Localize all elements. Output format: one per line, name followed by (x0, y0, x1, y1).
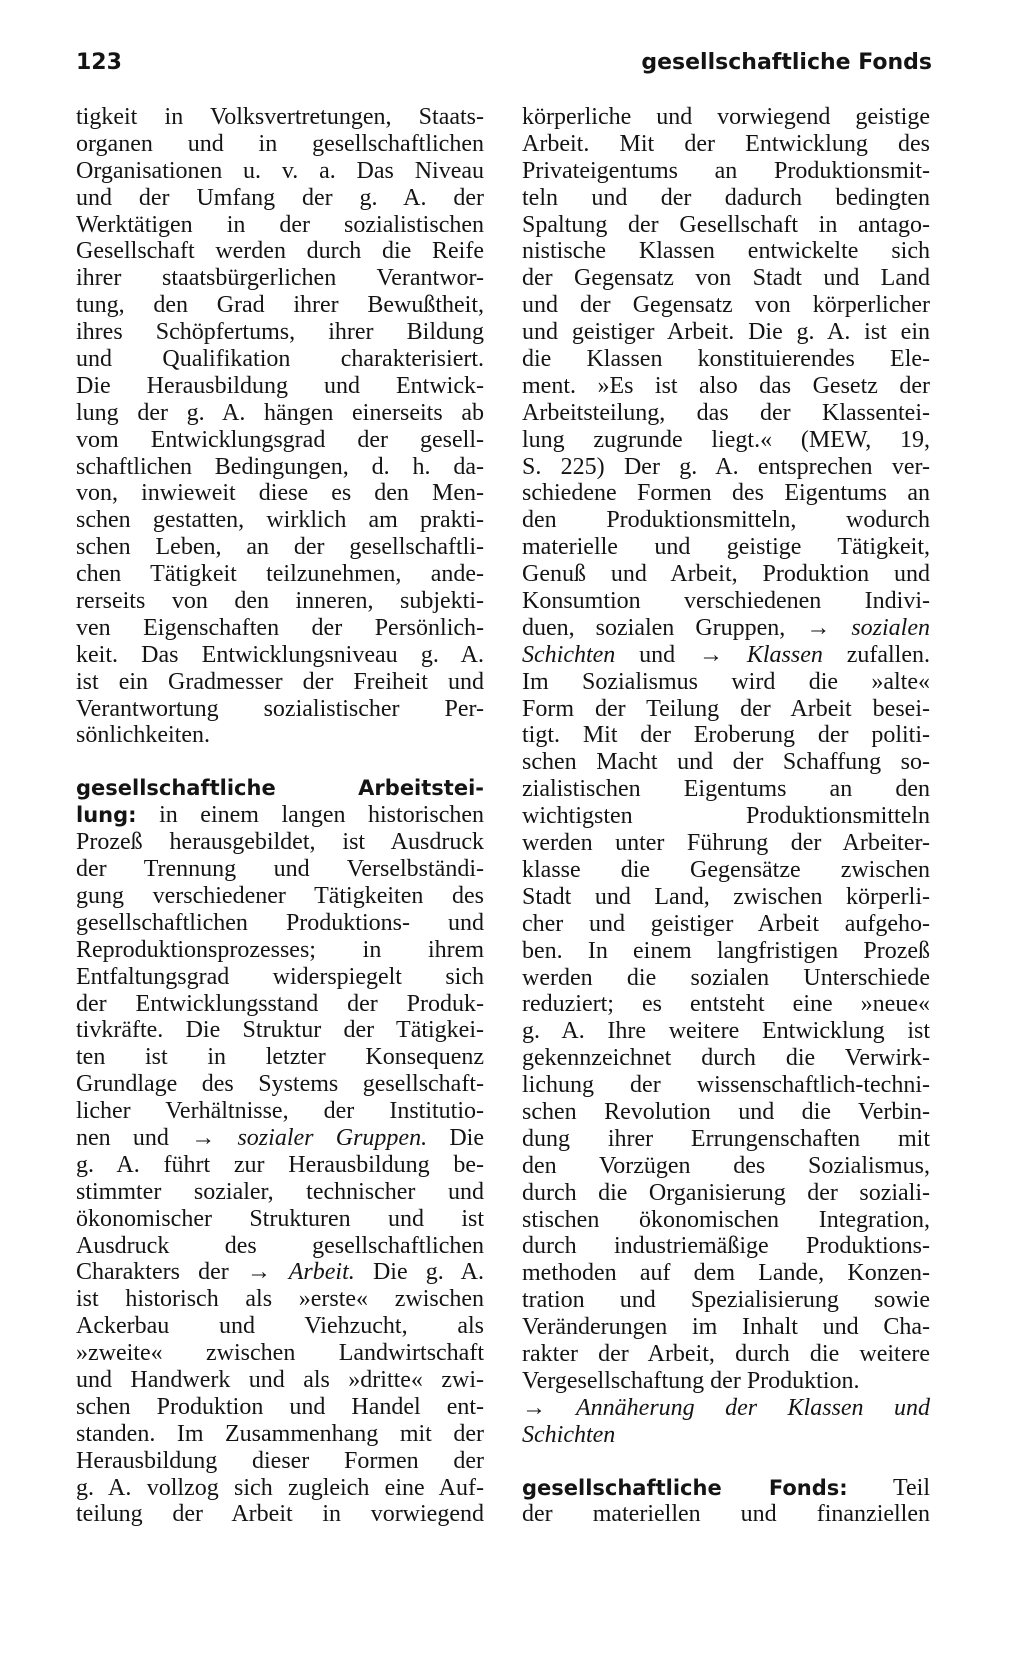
text-line: Ackerbau und Viehzucht, als (76, 1313, 484, 1340)
page-header (76, 50, 932, 82)
text-line: schen gestatten, wirklich am prakti- (76, 507, 484, 534)
cross-reference-arrow-icon: → (699, 641, 723, 668)
text-span: Teil (847, 1474, 930, 1501)
text-line: von, inwieweit diese es den Men- (76, 480, 484, 507)
running-head: gesellschaftliche Fonds (641, 50, 932, 75)
text-line: Die Herausbildung und Entwick- (76, 372, 484, 399)
text-line: schiedene Formen des Eigentums an (522, 480, 930, 507)
text-line: Gesellschaft werden durch die Reife (76, 238, 484, 265)
text-line (76, 1125, 484, 1152)
cross-reference-link[interactable]: Schichten (522, 641, 616, 668)
text-line: und der Umfang der g. A. der (76, 184, 484, 211)
text-line: der Gegensatz von Stadt und Land (522, 265, 930, 292)
entry-keyword: gesellschaftliche (76, 776, 276, 801)
paragraph-gap (76, 749, 484, 775)
text-line: Privateigentums an Produktionsmit- (522, 157, 930, 184)
text-line: organen und in gesellschaftlichen (76, 130, 484, 157)
text-span: Charakters der (76, 1259, 247, 1286)
text-line: und Qualifikation charakterisiert. (76, 346, 484, 373)
text-line: Verantwortung sozialistischer Per- (76, 695, 484, 722)
text-line: Vergesellschaftung der Produktion. (522, 1367, 860, 1394)
text-line: Reproduktionsprozesses; in ihrem (76, 936, 484, 963)
text-line: chen Tätigkeit teilzunehmen, ande- (76, 561, 484, 588)
cross-reference-arrow-icon: → (247, 1259, 271, 1286)
text-line: Spaltung der Gesellschaft in antago- (522, 211, 930, 238)
text-line: schen Leben, an der gesellschaftli- (76, 534, 484, 561)
text-line: g. A. vollzog sich zugleich eine Auf- (76, 1474, 484, 1501)
text-line: schen Produktion und Handel ent- (76, 1393, 484, 1420)
text-line (76, 802, 484, 829)
text-line: wichtigsten Produktionsmitteln (522, 803, 930, 830)
left-column (76, 104, 484, 1528)
text-line: tivkräfte. Die Struktur der Tätigkei- (76, 1017, 484, 1044)
cross-reference-link[interactable]: sozialer Gruppen. (215, 1124, 428, 1151)
text-line: gesellschaftlichen Produktions- und (76, 909, 484, 936)
text-line: gung verschiedener Tätigkeiten des (76, 882, 484, 909)
cross-reference-link[interactable]: Klassen (723, 641, 823, 668)
entry-heading-line (522, 1475, 930, 1502)
cross-reference-arrow-icon: → (806, 614, 831, 641)
text-line: sönlichkeiten. (76, 722, 210, 749)
text-line: klasse die Gegensätze zwischen (522, 856, 930, 883)
text-line: lung zugrunde liegt.« (MEW, 19, (522, 426, 930, 453)
text-line: Herausbildung dieser Formen der (76, 1447, 484, 1474)
text-line: schen Revolution und die Verbin- (522, 1098, 930, 1125)
text-span: nen und (76, 1124, 192, 1151)
text-line: werden die sozialen Unterschiede (522, 964, 930, 991)
text-span: Die (427, 1124, 484, 1151)
text-line (76, 1259, 484, 1286)
text-line: Im Sozialismus wird die »alte« (522, 668, 930, 695)
text-line: der Trennung und Verselbständi- (76, 856, 484, 883)
text-line: ist ein Gradmesser der Freiheit und (76, 668, 484, 695)
text-line: stischen ökonomischen Integration, (522, 1206, 930, 1233)
text-line: Arbeitsteilung, das der Klassentei- (522, 399, 930, 426)
text-line: Konsumtion verschiedenen Indivi- (522, 588, 930, 615)
text-span: Die g. A. (354, 1259, 484, 1286)
paragraph-continued (76, 104, 484, 749)
text-line: ben. In einem langfristigen Prozeß (522, 937, 930, 964)
text-line: und der Gegensatz von körperlicher (522, 292, 930, 319)
text-line: keit. Das Entwicklungsniveau g. A. (76, 641, 484, 668)
cross-reference-link[interactable]: Schichten (522, 1421, 616, 1448)
cross-reference-arrow-icon: → (522, 1394, 546, 1421)
text-line: licher Verhältnisse, der Institutio- (76, 1098, 484, 1125)
text-line: stimmter sozialer, technischer und (76, 1178, 484, 1205)
text-line: vom Entwicklungsgrad der gesell- (76, 426, 484, 453)
text-line: Entfaltungsgrad widerspiegelt sich (76, 963, 484, 990)
text-line: den Vorzügen des Sozialismus, (522, 1152, 930, 1179)
dictionary-entry-continued (522, 104, 930, 1449)
dictionary-entry-fonds (522, 1475, 930, 1529)
text-line: tigt. Mit der Eroberung der politi- (522, 722, 930, 749)
text-line: ment. »Es ist also das Gesetz der (522, 372, 930, 399)
text-line: Form der Teilung der Arbeit besei- (522, 695, 930, 722)
text-line: tigkeit in Volksvertretungen, Staats- (76, 104, 484, 130)
cross-reference-link[interactable]: sozialen (830, 614, 930, 641)
text-line: gekennzeichnet durch die Verwirk- (522, 1045, 930, 1072)
dictionary-entry-arbeitsteilung (76, 775, 484, 1528)
text-span: zufallen. (822, 641, 930, 668)
text-line (522, 642, 930, 669)
text-line: S. 225) Der g. A. entsprechen ver- (522, 453, 930, 480)
text-line: Grundlage des Systems gesellschaft- (76, 1071, 484, 1098)
text-line: der Entwicklungsstand der Produk- (76, 990, 484, 1017)
text-line: ihres Schöpfertums, ihrer Bildung (76, 319, 484, 346)
text-line: Prozeß herausgebildet, ist Ausdruck (76, 829, 484, 856)
text-line: Arbeit. Mit der Entwicklung des (522, 130, 930, 157)
text-line: »zweite« zwischen Landwirtschaft (76, 1340, 484, 1367)
text-line: ven Eigenschaften der Persönlich- (76, 614, 484, 641)
text-line: teilung der Arbeit in vorwiegend (76, 1501, 484, 1528)
text-line: schen Macht und der Schaffung so- (522, 749, 930, 776)
text-line: g. A. führt zur Herausbildung be- (76, 1151, 484, 1178)
text-line: g. A. Ihre weitere Entwicklung ist (522, 1018, 930, 1045)
text-line: cher und geistiger Arbeit aufgeho- (522, 910, 930, 937)
text-line (522, 1422, 930, 1449)
text-line: ten ist in letzter Konsequenz (76, 1044, 484, 1071)
text-line: tration und Spezialisierung sowie (522, 1287, 930, 1314)
right-column (522, 104, 930, 1528)
cross-reference-link[interactable]: Arbeit. (271, 1259, 355, 1286)
text-line: ökonomischer Strukturen und ist (76, 1205, 484, 1232)
text-line: standen. Im Zusammenhang mit der (76, 1420, 484, 1447)
text-line: teln und der dadurch bedingten (522, 184, 930, 211)
text-line: Genuß und Arbeit, Produktion und (522, 561, 930, 588)
text-line: körperliche und vorwiegend geistige (522, 104, 930, 130)
cross-reference-arrow-icon: → (191, 1124, 216, 1151)
text-line: zialistischen Eigentums an den (522, 776, 930, 803)
entry-keyword: Arbeitstei- (358, 776, 484, 801)
text-line: lichung der wissenschaftlich-techni- (522, 1072, 930, 1099)
text-line: lung der g. A. hängen einerseits ab (76, 399, 484, 426)
text-span: in einem langen historischen (136, 802, 484, 829)
text-line: und Handwerk und als »dritte« zwi- (76, 1366, 484, 1393)
page-number: 123 (76, 50, 122, 75)
text-line: rakter der Arbeit, durch die weitere (522, 1340, 930, 1367)
text-line: und geistiger Arbeit. Die g. A. ist ein (522, 319, 930, 346)
text-span: duen, sozialen Gruppen, (522, 614, 807, 641)
text-line: Werktätigen in der sozialistischen (76, 211, 484, 238)
entry-keyword: lung: (76, 803, 137, 828)
text-line (522, 615, 930, 642)
text-line: Ausdruck des gesellschaftlichen (76, 1232, 484, 1259)
text-line: die Klassen konstituierendes Ele- (522, 346, 930, 373)
text-line: ihrer staatsbürgerlichen Verantwor- (76, 265, 484, 292)
text-line: rerseits von den inneren, subjekti- (76, 588, 484, 615)
text-line: tung, den Grad ihrer Bewußtheit, (76, 292, 484, 319)
text-line: dung ihrer Errungenschaften mit (522, 1125, 930, 1152)
text-line: Veränderungen im Inhalt und Cha- (522, 1314, 930, 1341)
text-line: reduziert; es entsteht eine »neue« (522, 991, 930, 1018)
text-line: werden unter Führung der Arbeiter- (522, 830, 930, 857)
text-line: materielle und geistige Tätigkeit, (522, 534, 930, 561)
text-line: den Produktionsmitteln, wodurch (522, 507, 930, 534)
text-line: methoden auf dem Lande, Konzen- (522, 1260, 930, 1287)
text-line: durch die Organisierung der soziali- (522, 1179, 930, 1206)
text-line: schaftlichen Bedingungen, d. h. da- (76, 453, 484, 480)
entry-heading-line (76, 775, 484, 802)
entry-keyword: gesellschaftliche Fonds: (522, 1475, 848, 1500)
text-span: und (615, 641, 699, 668)
text-line (522, 1395, 930, 1422)
text-line: Organisationen u. v. a. Das Niveau (76, 157, 484, 184)
text-line: nistische Klassen entwickelte sich (522, 238, 930, 265)
text-line: ist historisch als »erste« zwischen (76, 1286, 484, 1313)
text-line: der materiellen und finanziellen (522, 1501, 930, 1528)
text-line: durch industriemäßige Produktions- (522, 1233, 930, 1260)
cross-reference-link[interactable]: Annäherung der Klassen und (546, 1394, 930, 1421)
text-line: Stadt und Land, zwischen körperli- (522, 883, 930, 910)
paragraph-gap (522, 1449, 930, 1475)
